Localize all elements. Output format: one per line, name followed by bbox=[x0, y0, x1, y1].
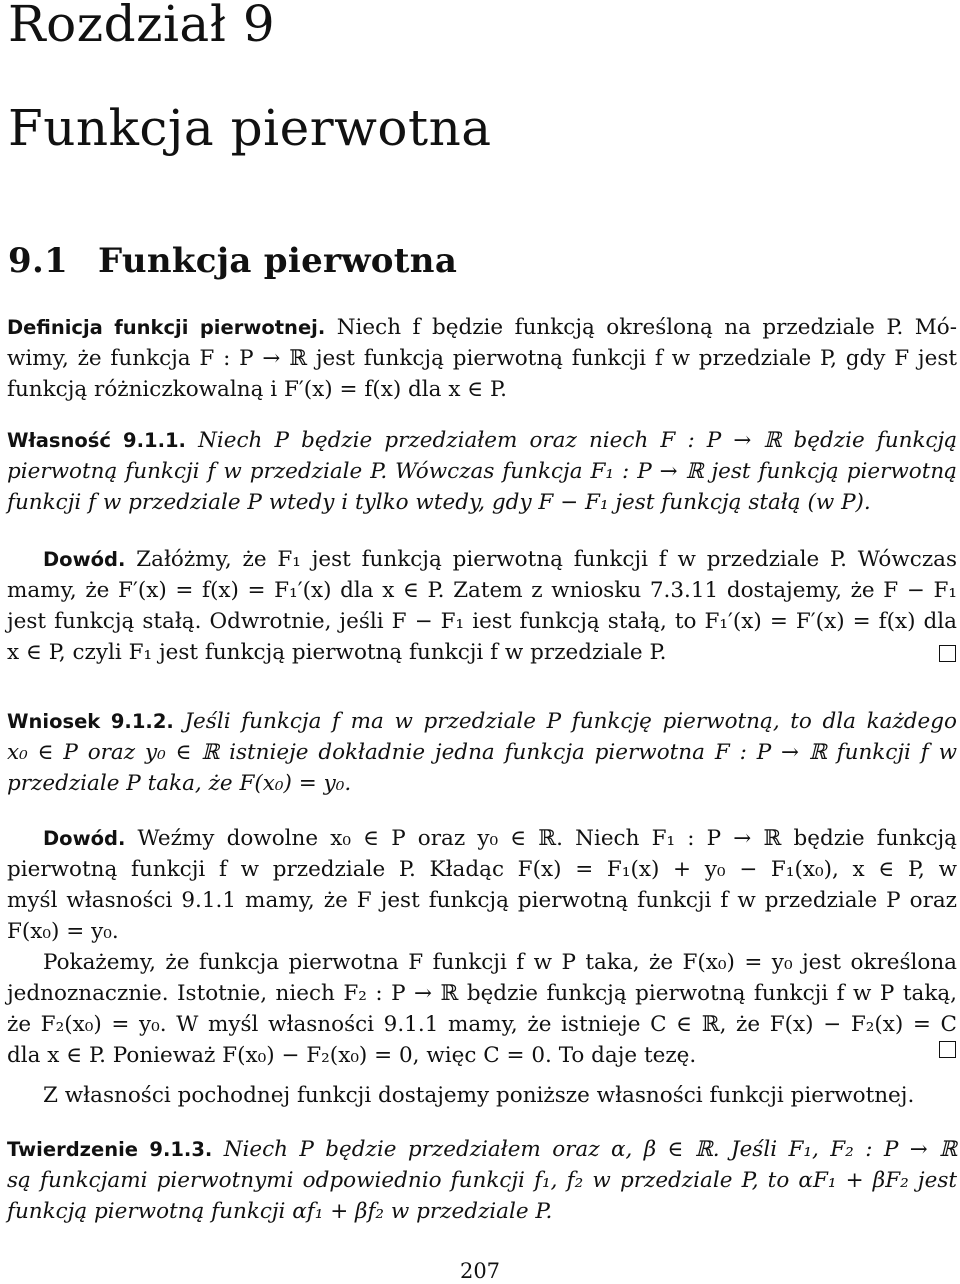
theorem-label: Twierdzenie 9.1.3. bbox=[7, 1138, 213, 1161]
theorem-block bbox=[7, 1134, 957, 1227]
qed-square-icon bbox=[939, 1041, 956, 1058]
corollary-line-2: x₀ ∈ P oraz y₀ ∈ ℝ istnieje dokładnie jedna funkcja pierwotna F : P → ℝ funkcji f w bbox=[7, 740, 957, 765]
property-line-1: Własność 9.1.1. Niech P będzie przedziałem oraz niech F : P → ℝ będzie funkcją bbox=[7, 428, 958, 453]
definition-line-3: funkcją różniczkowalną i F′(x) = f(x) dla x ∈ P. bbox=[7, 377, 507, 402]
proof-2-line-1: Dowód. Weźmy dowolne x₀ ∈ P oraz y₀ ∈ ℝ. Niech F₁ : P → ℝ będzie funkcją bbox=[43, 826, 957, 851]
proof-2-line-5: Pokażemy, że funkcja pierwotna F funkcji f w P taka, że F(x₀) = y₀ jest określona bbox=[43, 950, 957, 975]
proof-2-block bbox=[7, 823, 957, 1071]
chapter-label: Rozdział 9 bbox=[8, 0, 276, 53]
definition-label: Definicja funkcji pierwotnej. bbox=[7, 316, 326, 339]
theorem-line-1: Twierdzenie 9.1.3. Niech P będzie przedziałem oraz α, β ∈ ℝ. Jeśli F₁, F₂ : P → ℝ bbox=[7, 1137, 957, 1162]
section-number: 9.1 bbox=[8, 241, 69, 281]
chapter-title: Funkcja pierwotna bbox=[8, 99, 492, 157]
proof-2-line-8: dla x ∈ P. Ponieważ F(x₀) − F₂(x₀) = 0, więc C = 0. To daje tezę. bbox=[7, 1043, 697, 1068]
corollary-label: Wniosek 9.1.2. bbox=[7, 710, 174, 733]
page-number: 207 bbox=[459, 1259, 501, 1283]
proof-2-line-3: myśl własności 9.1.1 mamy, że F jest funkcją pierwotną funkcji f w przedziale P oraz bbox=[7, 888, 957, 913]
remark-line: Z własności pochodnej funkcji dostajemy poniższe własności funkcji pierwotnej. bbox=[43, 1083, 915, 1108]
section-heading bbox=[8, 240, 457, 282]
definition-block bbox=[7, 312, 957, 405]
corollary-line-3: przedziale P taka, że F(x₀) = y₀. bbox=[7, 771, 352, 796]
property-block bbox=[7, 425, 957, 518]
corollary-block bbox=[7, 706, 957, 799]
qed-square-icon bbox=[939, 645, 956, 662]
proof-2-line-6: jednoznacznie. Istotnie, niech F₂ : P → ℝ będzie funkcją pierwotną funkcji f w P taką, bbox=[7, 981, 957, 1006]
corollary-line-1: Wniosek 9.1.2. Jeśli funkcja f ma w przedziale P funkcję pierwotną, to dla każdego bbox=[7, 709, 957, 734]
property-line-2: pierwotną funkcji f w przedziale P. Wówczas funkcja F₁ : P → ℝ jest funkcją pierwotną bbox=[7, 459, 957, 484]
definition-line-1: Definicja funkcji pierwotnej. Niech f będzie funkcją określoną na przedziale P. Mó- bbox=[7, 315, 957, 340]
proof-2-line-2: pierwotną funkcji f w przedziale P. Kładąc F(x) = F₁(x) + y₀ − F₁(x₀), x ∈ P, w bbox=[7, 857, 957, 882]
theorem-line-3: funkcją pierwotną funkcji αf₁ + βf₂ w przedziale P. bbox=[7, 1199, 553, 1224]
proof-1-label: Dowód. bbox=[43, 548, 126, 571]
property-label: Własność 9.1.1. bbox=[7, 429, 186, 452]
proof-2-label: Dowód. bbox=[43, 827, 126, 850]
theorem-line-2: są funkcjami pierwotnymi odpowiednio funkcji f₁, f₂ w przedziale P, to αF₁ + βF₂ jest bbox=[7, 1168, 957, 1193]
proof-2-line-4: F(x₀) = y₀. bbox=[7, 919, 119, 944]
definition-line-2: wimy, że funkcja F : P → ℝ jest funkcją pierwotną funkcji f w przedziale P, gdy F jest bbox=[7, 346, 957, 371]
property-line-3: funkcji f w przedziale P wtedy i tylko wtedy, gdy F − F₁ jest funkcją stałą (w P). bbox=[7, 490, 871, 515]
proof-1-line-2: mamy, że F′(x) = f(x) = F₁′(x) dla x ∈ P. Zatem z wniosku 7.3.11 dostajemy, że F − F₁ bbox=[7, 578, 957, 603]
proof-1-line-4: x ∈ P, czyli F₁ jest funkcją pierwotną funkcji f w przedziale P. bbox=[7, 640, 667, 665]
proof-2-line-7: że F₂(x₀) = y₀. W myśl własności 9.1.1 mamy, że istnieje C ∈ ℝ, że F(x) − F₂(x) = C bbox=[7, 1012, 957, 1037]
section-title: Funkcja pierwotna bbox=[98, 241, 458, 281]
proof-1-line-1: Dowód. Załóżmy, że F₁ jest funkcją pierwotną funkcji f w przedziale P. Wówczas bbox=[43, 547, 957, 572]
remark-block bbox=[7, 1080, 957, 1111]
proof-1-line-3: jest funkcją stałą. Odwrotnie, jeśli F − F₁ iest funkcją stałą, to F₁′(x) = F′(x) = f(x) dla bbox=[7, 609, 957, 634]
proof-1-block bbox=[7, 544, 957, 668]
